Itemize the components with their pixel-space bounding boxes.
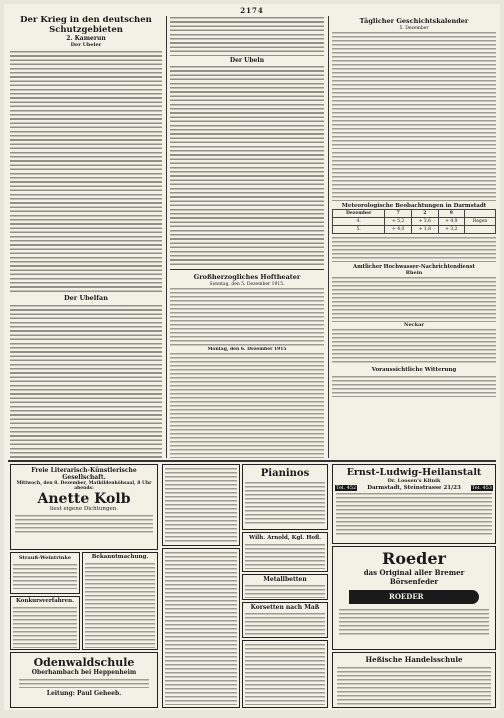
ad-korsetten-title: Korsetten nach Maß bbox=[250, 604, 320, 611]
ad-pianos-body bbox=[245, 481, 325, 525]
ad-ernst-sub: Dr. Loosen's Klinik bbox=[387, 478, 441, 484]
calendar-title: Täglicher Geschichtskalender bbox=[359, 17, 469, 25]
calendar-body-2 bbox=[332, 151, 496, 201]
ad-handel-body bbox=[337, 666, 491, 708]
ad-bekanntmachung-title: Bekanntmachung. bbox=[91, 554, 149, 560]
ad-kuenstler-title: Freie Literarisch-Künstlerische Gesellschaft. bbox=[31, 467, 137, 481]
ad-misc-2 bbox=[242, 640, 328, 708]
ad-metall-title: Metallbetten bbox=[263, 576, 307, 583]
ad-roeder-sub: das Original aller Bremer Börsenfeder bbox=[363, 568, 465, 586]
ad-ernst-tel2: Tel. 453 bbox=[471, 485, 492, 491]
ad-pianos bbox=[242, 464, 328, 530]
article-body-col2 bbox=[170, 65, 324, 267]
ad-roeder-body bbox=[339, 608, 489, 636]
divider bbox=[170, 269, 324, 270]
hochwasser-title: Amtlicher Hochwasser-Nachrichtendienst bbox=[353, 264, 475, 270]
ad-roeder-pen-illustration bbox=[349, 590, 479, 604]
page-number: 2174 bbox=[240, 6, 264, 15]
ad-korsetten bbox=[242, 602, 328, 638]
forecast-title: Voraussichtliche Witterung bbox=[371, 367, 457, 373]
ad-odenwald-sub: Oberhambach bei Heppenheim bbox=[31, 669, 137, 676]
theater-date-2: Montag, den 6. Dezember 1915 bbox=[207, 347, 287, 352]
column-3 bbox=[332, 16, 496, 458]
ad-roeder-brand: ROEDER bbox=[389, 592, 424, 601]
column-1 bbox=[10, 16, 162, 458]
ad-korsetten-body bbox=[245, 612, 325, 636]
ad-notice-body bbox=[165, 467, 237, 543]
ad-handelsschule bbox=[332, 652, 496, 708]
rhein-levels bbox=[332, 276, 496, 322]
theater-date: Sonntag, den 5. Dezember 1915. bbox=[209, 282, 285, 287]
ad-fabrik bbox=[242, 532, 328, 572]
ad-odenwaldschule bbox=[10, 652, 158, 708]
ad-roeder bbox=[332, 546, 496, 650]
ad-bekanntmachung-body bbox=[85, 562, 155, 648]
article-body-ubelfan bbox=[10, 304, 162, 458]
ad-misc2-body bbox=[245, 643, 325, 705]
calendar-body bbox=[332, 31, 496, 149]
ad-roeder-title: Roeder bbox=[382, 549, 446, 568]
ad-fabrik-body bbox=[245, 543, 325, 569]
ad-handel-title: Heßische Handelsschule bbox=[365, 655, 463, 664]
ad-konkurs bbox=[10, 596, 80, 650]
weather-title: Meteorologische Beobachtungen in Darmstadt bbox=[341, 203, 487, 209]
article-body-col2-top bbox=[170, 16, 324, 56]
ad-ernst-body bbox=[336, 492, 492, 536]
ad-kuenstler-name: Anette Kolb bbox=[37, 491, 131, 507]
ad-strauss-body bbox=[13, 563, 77, 589]
ad-misc bbox=[162, 548, 240, 708]
article-subtitle-kamerun: 2. Kamerun bbox=[66, 35, 106, 42]
river-rhein: Rhein bbox=[405, 270, 423, 276]
ad-ernst-ludwig bbox=[332, 464, 496, 544]
column-rule bbox=[328, 16, 329, 458]
ad-small-notice bbox=[162, 464, 240, 546]
ad-kuenstler-body bbox=[15, 514, 153, 534]
ad-odenwald-line: Leitung: Paul Geheeb. bbox=[46, 690, 122, 697]
theater-program-2 bbox=[170, 352, 324, 458]
ad-metallbetten bbox=[242, 574, 328, 600]
table-row: 4. + 5,2 + 3,6 + 4,9 Regen bbox=[333, 218, 496, 226]
ad-kuenstler-line: Mittwoch, den 8. Dezember, Mathildenhöhsaal, 8 Uhr abends: bbox=[16, 481, 152, 491]
ad-strauss bbox=[10, 552, 80, 594]
column-rule bbox=[166, 16, 167, 458]
ad-konkurs-body bbox=[13, 606, 77, 648]
newspaper-page bbox=[4, 4, 500, 710]
ad-odenwald-title: Odenwaldschule bbox=[33, 656, 135, 669]
section-heading-ubelfan: Der Ubelfan bbox=[63, 294, 108, 302]
table-row: 5. + 4,0 + 1,8 + 3,2 bbox=[333, 226, 496, 234]
ad-odenwald-body bbox=[19, 678, 149, 688]
ad-kuenstler-gesellschaft bbox=[10, 464, 158, 550]
calendar-date: 5. Dezember bbox=[399, 26, 429, 31]
ads-divider bbox=[8, 460, 496, 462]
neckar-levels bbox=[332, 328, 496, 364]
ad-kuenstler-desc: liest eigene Dichtungen. bbox=[49, 506, 119, 512]
ad-fabrik-title: Wilh. Arnold, Kgl. Hofl. bbox=[248, 535, 321, 541]
weather-month: Dezember bbox=[333, 210, 385, 218]
river-neckar: Neckar bbox=[403, 322, 425, 328]
ad-pianos-title: Pianinos bbox=[260, 468, 310, 479]
weather-notes bbox=[332, 236, 496, 262]
weather-table: Dezember 7 2 9 4. + 5,2 + 3,6 + 4,9 Regen 5. + 4,0 + 1,8 + 3,2 bbox=[332, 209, 496, 234]
article-subtitle-ubeler: Der Ubeler bbox=[70, 42, 102, 48]
ad-metall-body bbox=[245, 584, 325, 598]
column-2 bbox=[170, 16, 324, 458]
ad-ernst-tel1: Tel. 452 bbox=[336, 485, 357, 491]
section-heading-ubeln: Der Ubeln bbox=[229, 57, 265, 64]
article-body-krieg bbox=[10, 50, 162, 292]
theater-program-1 bbox=[170, 287, 324, 347]
ad-konkurs-title: Konkursverfahren. bbox=[16, 598, 74, 604]
ad-ernst-address-row bbox=[335, 485, 493, 491]
ad-ernst-title: Ernst-Ludwig-Heilanstalt bbox=[346, 467, 482, 478]
ad-misc-body bbox=[165, 551, 237, 705]
theater-title: Großherzogliches Hoftheater bbox=[193, 273, 301, 281]
ad-strauss-title: Strauß-Weintrinke bbox=[18, 555, 72, 561]
ad-ernst-addr: Darmstadt, Steinstrasse 21/23 bbox=[367, 485, 461, 491]
ad-bekanntmachung bbox=[82, 552, 158, 650]
forecast-body bbox=[332, 375, 496, 397]
article-title-krieg: Der Krieg in den deutschen Schutzgebieten bbox=[20, 16, 152, 35]
